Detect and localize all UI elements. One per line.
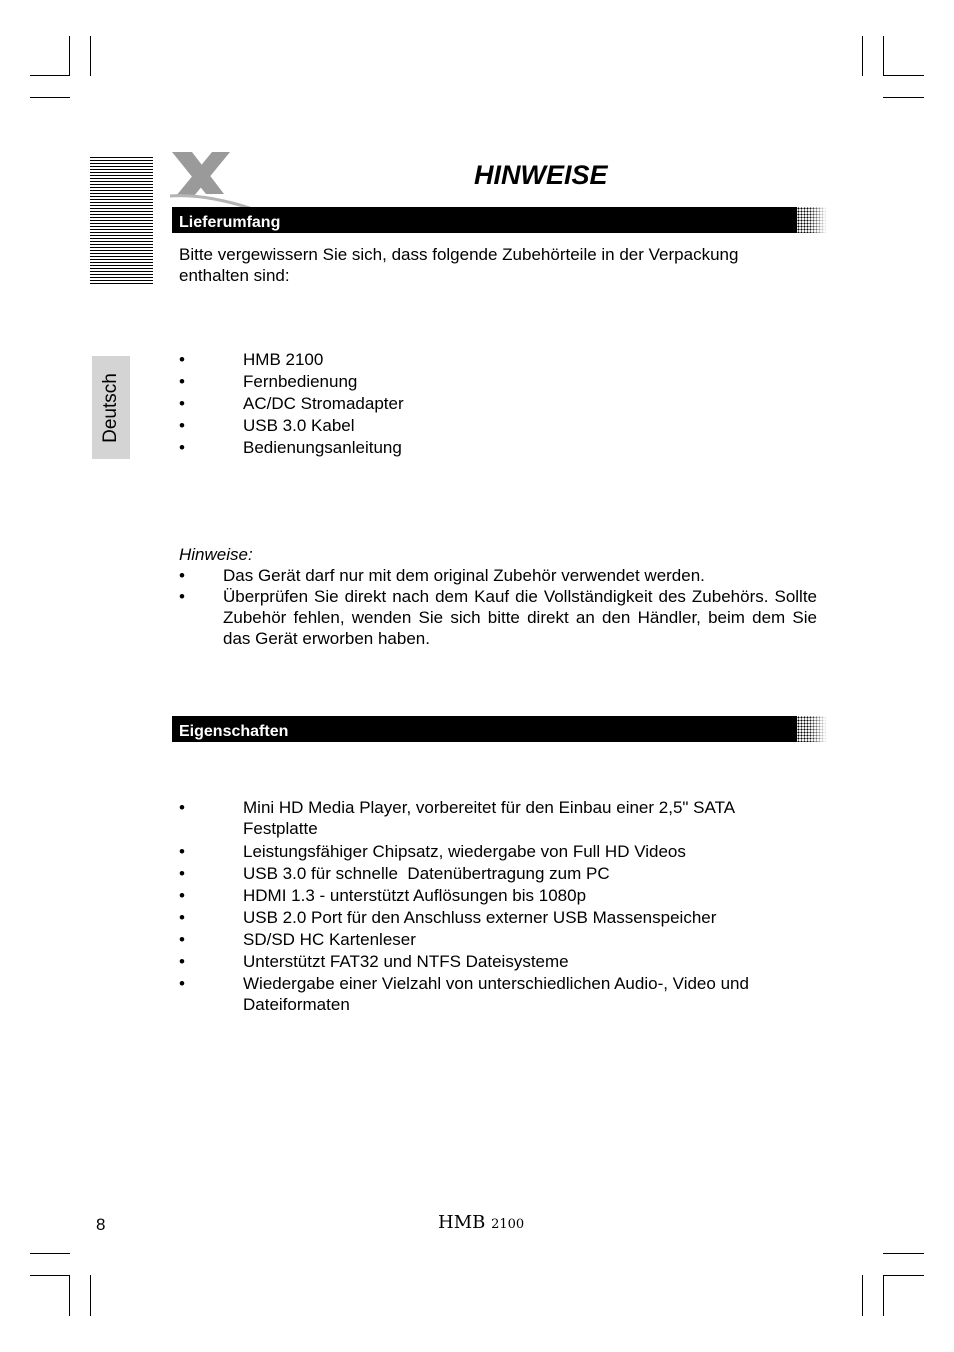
- notes-list: [179, 565, 817, 649]
- page-title: HINWEISE: [474, 160, 608, 190]
- heading-dots-decoration: [797, 207, 827, 233]
- model-number: 2100: [491, 1217, 525, 1232]
- footer-model-name: [438, 1212, 524, 1233]
- crop-mark: [883, 75, 924, 76]
- bullet: •: [179, 394, 185, 413]
- list-item: • Leistungsfähiger Chipsatz, wiedergabe von Full HD Videos: [179, 842, 686, 861]
- bullet: •: [179, 416, 185, 435]
- crop-mark: [862, 36, 863, 76]
- crop-mark: [30, 1253, 70, 1254]
- crop-mark: [883, 1275, 884, 1316]
- heading-dots-decoration: [797, 716, 827, 742]
- model-name: HMB: [438, 1212, 486, 1233]
- intro-text: Bitte vergewissern Sie sich, dass folgende Zubehörteile in der Verpackung enthalten sind:: [179, 245, 739, 285]
- x-logo-icon: [166, 150, 258, 212]
- crop-mark: [883, 1253, 924, 1254]
- bullet: •: [179, 886, 185, 905]
- crop-mark: [30, 1275, 70, 1276]
- bullet: •: [179, 566, 185, 585]
- bullet: •: [179, 798, 185, 817]
- bullet: •: [179, 952, 185, 971]
- list-item: • Überprüfen Sie direkt nach dem Kauf die Vollständigkeit des Zubehörs. Sollte Zubehör fehlen, wenden Sie sich bitte direkt an den Händler, beim dem Sie das Gerät erworben haben.: [179, 587, 817, 648]
- list-item: • Das Gerät darf nur mit dem original Zubehör verwendet werden.: [179, 566, 705, 585]
- list-item: • Wiedergabe einer Vielzahl von unterschiedlichen Audio-, Video und Dateiformaten: [179, 974, 749, 1014]
- list-item: • USB 2.0 Port für den Anschluss externer USB Massenspeicher: [179, 908, 717, 927]
- bullet: •: [179, 842, 185, 861]
- page-number: 8: [96, 1215, 106, 1234]
- bullet: •: [179, 587, 185, 606]
- list-item: • AC/DC Stromadapter: [179, 394, 404, 413]
- bullet: •: [179, 350, 185, 369]
- features-list: [179, 797, 823, 1015]
- crop-mark: [90, 36, 91, 76]
- language-tab-label: Deutsch: [100, 372, 121, 443]
- crop-mark: [69, 36, 70, 76]
- crop-mark: [90, 1275, 91, 1316]
- section-heading-bar: [172, 207, 797, 233]
- bullet: •: [179, 438, 185, 457]
- language-tab: [92, 356, 130, 459]
- crop-mark: [883, 97, 924, 98]
- crop-mark: [69, 1275, 70, 1316]
- list-item: • USB 3.0 Kabel: [179, 416, 355, 435]
- list-item: • Fernbedienung: [179, 372, 358, 391]
- crop-mark: [30, 97, 70, 98]
- bullet: •: [179, 372, 185, 391]
- crop-mark: [883, 36, 884, 76]
- list-item: • HDMI 1.3 - unterstützt Auflösungen bis 1080p: [179, 886, 587, 905]
- crop-mark: [862, 1275, 863, 1316]
- section-heading-eigenschaften: Eigenschaften: [179, 723, 289, 740]
- section-heading-bar: [172, 716, 797, 742]
- notes-label: Hinweise:: [179, 545, 253, 564]
- list-item: • HMB 2100: [179, 350, 324, 369]
- bullet: •: [179, 864, 185, 883]
- list-item: • Mini HD Media Player, vorbereitet für den Einbau einer 2,5" SATA Festplatte: [179, 798, 735, 838]
- crop-mark: [30, 75, 70, 76]
- stripe-decoration: [90, 157, 153, 285]
- package-contents-list: [179, 349, 823, 459]
- list-item: • Bedienungsanleitung: [179, 438, 402, 457]
- section-heading-lieferumfang: Lieferumfang: [179, 214, 281, 231]
- list-item: • USB 3.0 für schnelle Datenübertragung zum PC: [179, 864, 610, 883]
- list-item: • Unterstützt FAT32 und NTFS Dateisysteme: [179, 952, 569, 971]
- list-item: • SD/SD HC Kartenleser: [179, 930, 416, 949]
- bullet: •: [179, 930, 185, 949]
- bullet: •: [179, 908, 185, 927]
- crop-mark: [883, 1275, 924, 1276]
- bullet: •: [179, 974, 185, 993]
